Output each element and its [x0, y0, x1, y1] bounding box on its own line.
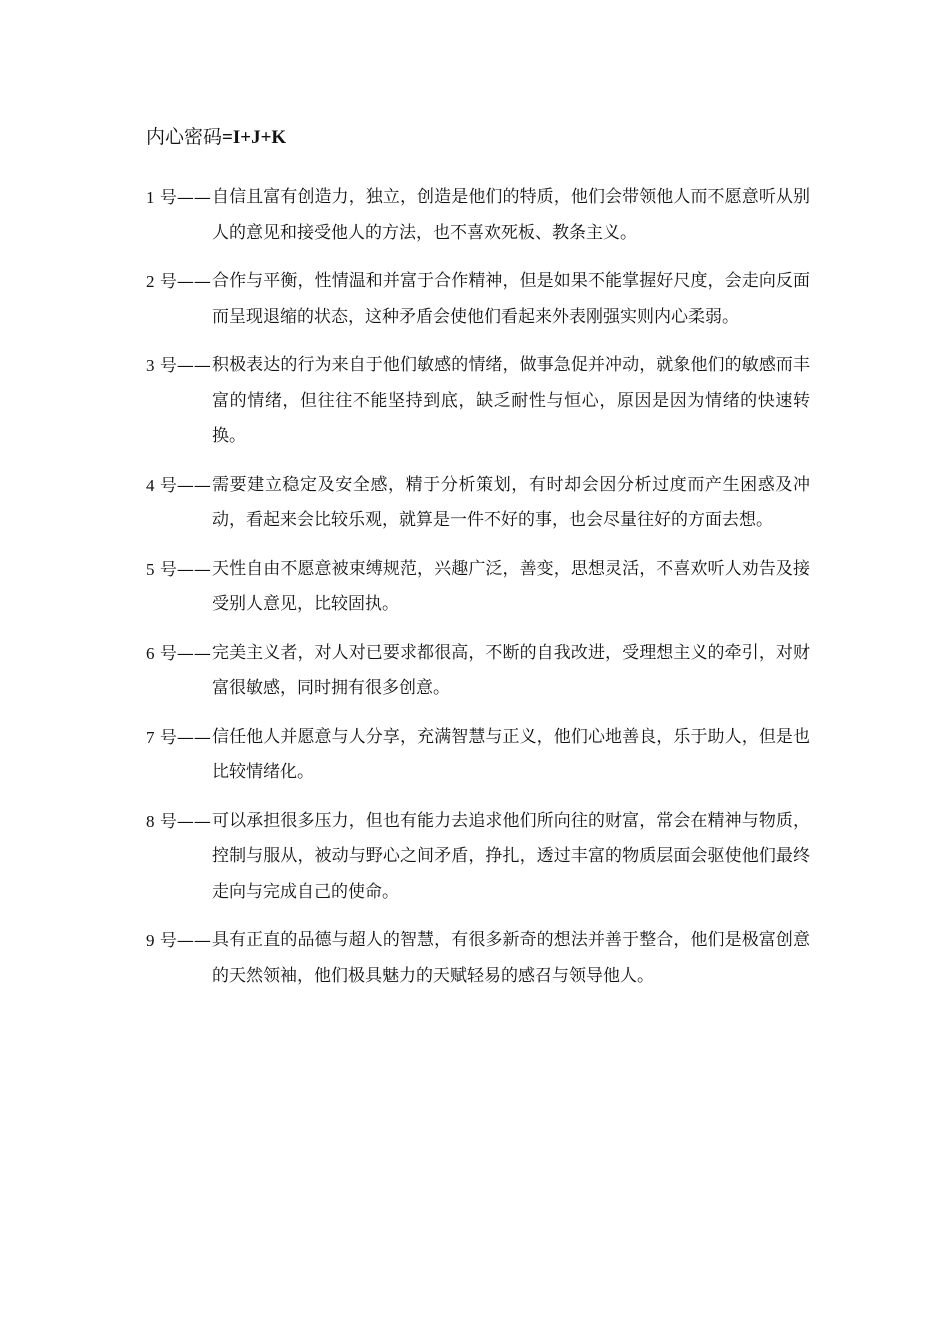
- list-item: [146, 636, 810, 707]
- item-heading: [146, 636, 211, 673]
- item-text: 需要建立稳定及安全感，精于分析策划，有时却会因分析过度而产生困惑及冲动，看起来会比较乐观，就算是一件不好的事，也会尽量往好的方面去想。: [212, 474, 810, 530]
- item-number: 4: [146, 475, 155, 495]
- item-number: 6: [146, 643, 155, 663]
- item-heading: [146, 804, 211, 841]
- item-text: 合作与平衡，性情温和并富于合作精神，但是如果不能掌握好尺度，会走向反面而呈现退缩的状态，这种矛盾会使他们看起来外表刚强实则内心柔弱。: [212, 271, 810, 327]
- item-label: 号——: [159, 931, 211, 951]
- list-item: [146, 468, 810, 539]
- title-formula: =I+J+K: [222, 127, 287, 148]
- item-number: 3: [146, 356, 155, 375]
- list-item: [146, 264, 810, 335]
- item-number: 2: [146, 272, 155, 291]
- number-meaning-list: [146, 180, 810, 1007]
- item-label: 号——: [159, 475, 211, 496]
- item-heading: [146, 923, 211, 960]
- item-number: 8: [146, 811, 155, 831]
- list-item: [146, 923, 810, 994]
- list-item: [146, 804, 810, 911]
- item-heading: [146, 264, 211, 301]
- item-heading: [146, 180, 211, 217]
- list-item: [146, 552, 810, 623]
- item-number: 5: [146, 559, 155, 579]
- item-label: 号——: [159, 188, 211, 208]
- item-text: 完美主义者，对人对已要求都很高，不断的自我改进，受理想主义的牵引，对财富很敏感，同时拥有很多创意。: [212, 642, 810, 698]
- item-label: 号——: [159, 811, 211, 832]
- item-text: 信任他人并愿意与人分享，充满智慧与正义，他们心地善良，乐于助人，但是也比较情绪化。: [212, 726, 810, 782]
- item-text: 天性自由不愿意被束缚规范，兴趣广泛，善变，思想灵活，不喜欢听人劝告及接受别人意见，比较固执。: [212, 558, 810, 614]
- item-text: 自信且富有创造力，独立，创造是他们的特质，他们会带领他人而不愿意听从别人的意见和接受他人的方法，也不喜欢死板、教条主义。: [212, 187, 810, 243]
- item-text: 可以承担很多压力，但也有能力去追求他们所向往的财富，常会在精神与物质，控制与服从，被动与野心之间矛盾，挣扎，透过丰富的物质层面会驱使他们最终走向与完成自己的使命。: [212, 810, 810, 902]
- item-text: 积极表达的行为来自于他们敏感的情绪，做事急促并冲动，就象他们的敏感而丰富的情绪，但往往不能坚持到底，缺乏耐性与恒心，原因是因为情绪的快速转换。: [212, 355, 810, 446]
- item-heading: [146, 720, 211, 757]
- item-text: 具有正直的品德与超人的智慧，有很多新奇的想法并善于整合，他们是极富创意的天然领袖，他们极具魅力的天赋轻易的感召与领导他人。: [212, 930, 810, 986]
- item-label: 号——: [159, 559, 211, 580]
- item-number: 1: [146, 188, 155, 207]
- item-number: 7: [146, 727, 155, 747]
- item-label: 号——: [159, 356, 211, 376]
- item-heading: [146, 552, 211, 589]
- item-label: 号——: [159, 727, 211, 748]
- item-label: 号——: [159, 272, 211, 292]
- item-label: 号——: [159, 643, 211, 664]
- list-item: [146, 720, 810, 791]
- item-heading: [146, 468, 211, 505]
- list-item: [146, 180, 810, 251]
- document-title: [146, 124, 286, 151]
- list-item: [146, 348, 810, 455]
- item-number: 9: [146, 931, 155, 950]
- item-heading: [146, 348, 211, 385]
- title-prefix: 内心密码: [146, 126, 223, 148]
